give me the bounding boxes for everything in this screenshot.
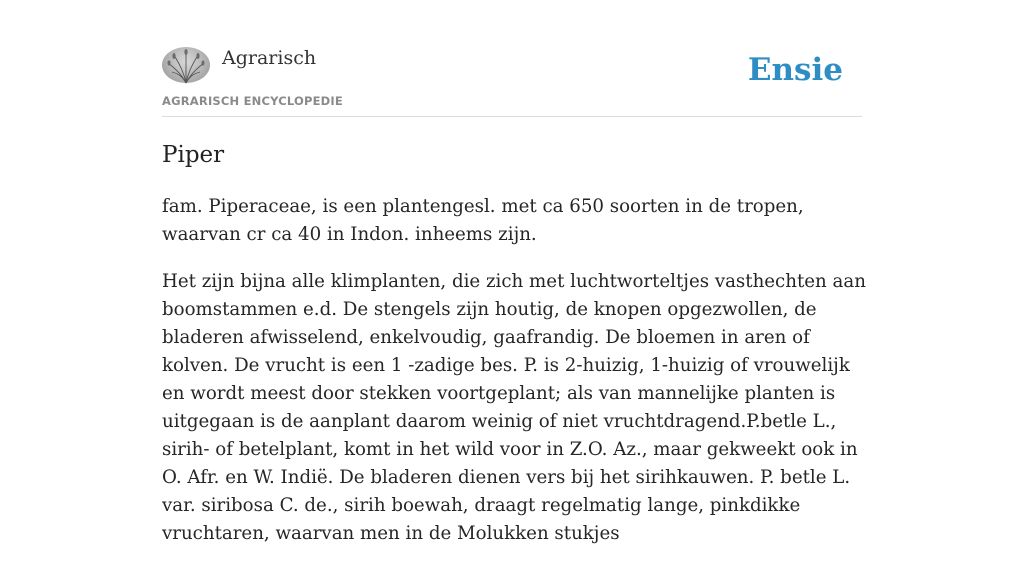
wheat-logo-icon[interactable] (162, 47, 210, 83)
source-header (162, 46, 862, 117)
source-name[interactable]: Agrarisch (222, 47, 317, 69)
article-paragraph: fam. Piperaceae, is een plantengesl. met ca 650 soorten in de tropen, waarvan cr ca 40 in Indon. inheems zijn. (162, 196, 804, 245)
article-title: Piper (162, 142, 225, 168)
article-body (162, 193, 867, 567)
source-subtitle[interactable]: AGRARISCH ENCYCLOPEDIE (162, 94, 343, 108)
brand-logo[interactable]: Ensie (747, 52, 843, 88)
article-paragraph: Het zijn bijna alle klimplanten, die zich met luchtworteltjes vasthechten aan boomstammen e.d. De stengels zijn houtig, de knopen opgezwollen, de bladeren afwisselend, enkelvoudig, gaafrandig. De bloemen in aren of kolven. De vrucht is een 1 -zadige bes. P. is 2-huizig, 1-huizig of vrouwelijk en wordt meest door stekken voortgeplant; als van mannelijke planten is uitgegaan is de aanplant daarom weinig of niet vruchtdragend.P.betle L., sirih- of betelplant, komt in het wild voor in Z.O. Az., maar gekweekt ook in O. Afr. en W. Indië. De bladeren dienen vers bij het sirihkauwen. P. betle L. var. siribosa C. de., sirih boewah, draagt regelmatig lange, pinkdikke vruchtaren, waarvan men in de Molukken stukjes (162, 271, 866, 544)
